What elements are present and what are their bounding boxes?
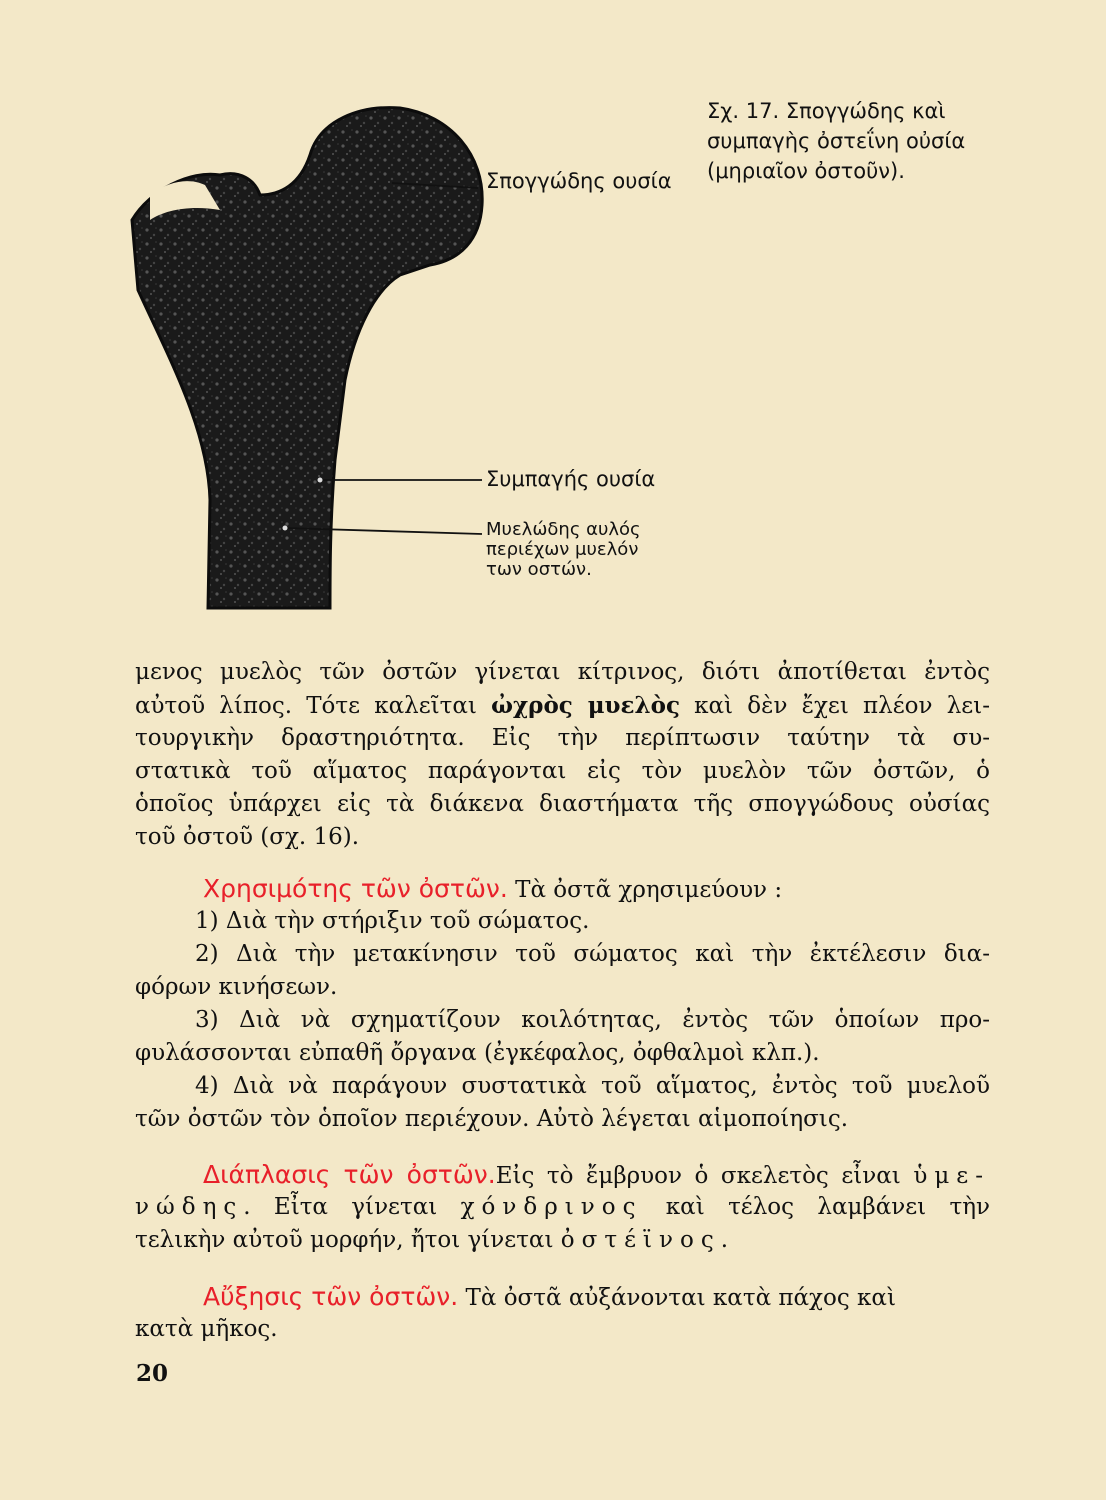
text-line: μενος μυελὸς τῶν ὀστῶν γίνεται κίτρινος, διότι ἀποτίθεται ἐντὸς [135,659,990,685]
section-heading: Αὔξησις τῶν ὀστῶν. [203,1282,459,1311]
text-line [135,1158,990,1191]
text-line: φυλάσσονται εὐπαθῆ ὄργανα (ἐγκέφαλος, ὀφθαλμοὶ κλπ.). [135,1040,820,1066]
text-line [135,1224,990,1257]
text-run: καὶ δὲν ἔχει πλέον λει- [679,693,990,719]
spaced-term: ὀστέϊνος [560,1227,721,1253]
marrow-label-line: των οστών. [486,559,592,580]
list-item: 3) Διὰ νὰ σχηματίζουν κοιλότητας, ἐντὸς τῶν ὁποίων προ- [195,1007,990,1033]
text-line: τοῦ ὀστοῦ (σχ. 16). [135,824,360,850]
marrow-label [486,520,641,580]
text-run: καὶ τέλος λαμβάνει τὴν [642,1194,990,1220]
caption-line: (μηριαῖον ὀστοῦν). [707,159,905,183]
text-line [135,1280,990,1313]
text-run: Εἰς τὸ ἔμβρυον ὁ σκελετὸς εἶναι [495,1163,914,1189]
spaced-term: χόνδρινος [460,1194,643,1220]
section-uses [135,872,990,1136]
text-line: κατὰ μῆκος. [135,1316,278,1342]
text-line: τουργικὴν δραστηριότητα. Εἰς τὴν περίπτωσιν ταύτην τὰ συ- [135,725,990,751]
text-line: ὁποῖος ὑπάρχει εἰς τὰ διάκενα διαστήματα τῆς σπογγώδους οὐσίας [135,791,990,817]
bold-term: ὠχρὸς μυελὸς [491,692,680,719]
page-number: 20 [136,1360,169,1387]
section-heading: Διάπλασις τῶν ὀστῶν. [203,1160,496,1189]
list-item: 2) Διὰ τὴν μετακίνησιν τοῦ σώματος καὶ τὴν ἐκτέλεσιν δια- [195,941,990,967]
text-run: τελικὴν αὐτοῦ μορφήν, ἤτοι γίνεται [135,1227,561,1253]
section-formation [135,1158,990,1257]
text-run: αὐτοῦ λίπος. Τότε καλεῖται [135,693,492,719]
text-line: τῶν ὀστῶν τὸν ὁποῖον περιέχουν. Αὐτὸ λέγεται αἱμοποίησις. [135,1106,849,1132]
femur-figure [130,100,690,610]
text-run: Τὰ ὀστᾶ χρησιμεύουν : [507,877,783,903]
marrow-label-line: Μυελώδης αυλός [486,519,641,540]
text-line [135,689,990,722]
text-run: . Εἶτα γίνεται [243,1194,461,1220]
paragraph-marrow [135,656,990,854]
caption-line: Σχ. 17. Σπογγώδης καὶ [707,99,946,123]
list-item: 4) Διὰ νὰ παράγουν συστατικὰ τοῦ αἵματος, ἐντὸς τοῦ μυελοῦ [195,1073,990,1099]
section-heading: Χρησιμότης τῶν ὀστῶν. [203,874,508,903]
marrow-label-line: περιέχων μυελόν [486,539,639,560]
text-run: Τὰ ὀστᾶ αὐξάνονται κατὰ πάχος καὶ [458,1285,896,1311]
text-run: . [720,1227,729,1253]
section-growth [135,1280,990,1346]
spaced-term: νώδης [135,1194,244,1220]
caption-line: συμπαγὴς ὀστεΐνη οὐσία [707,129,966,153]
compact-label: Συμπαγής ουσία [486,467,656,491]
text-line: στατικὰ τοῦ αἵματος παράγονται εἰς τὸν μυελὸν τῶν ὀστῶν, ὁ [135,758,990,784]
list-item: 1) Διὰ τὴν στήριξιν τοῦ σώματος. [195,908,590,934]
figure-caption [707,96,1027,186]
spaced-term: ὑμε- [913,1163,990,1189]
spongy-label: Σπογγώδης ουσία [486,169,672,193]
text-line [135,872,990,905]
text-line [135,1191,990,1224]
text-line: φόρων κινήσεων. [135,974,338,1000]
